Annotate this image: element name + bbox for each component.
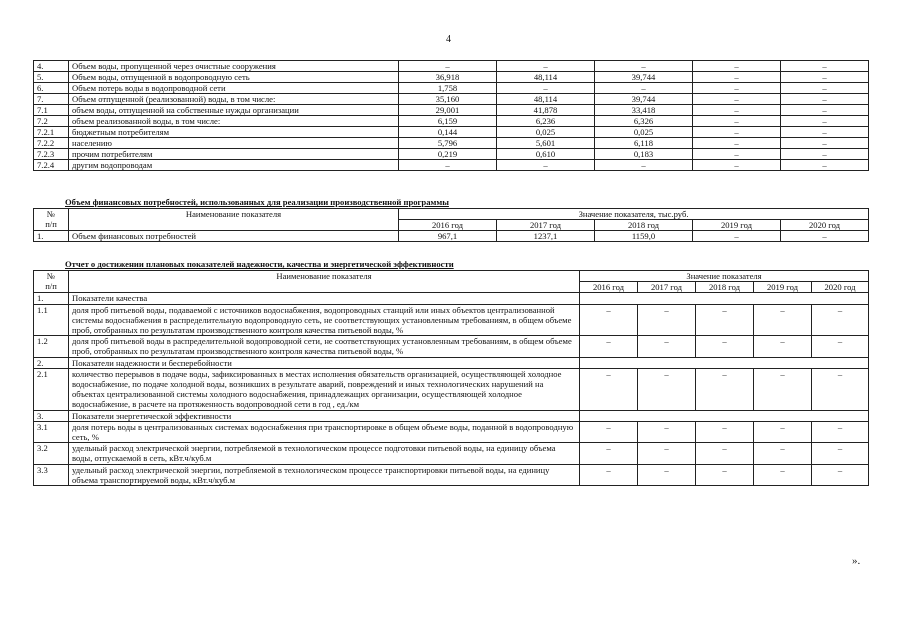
value-2020: – — [781, 72, 869, 83]
table-row — [34, 160, 869, 171]
value-2020: – — [781, 105, 869, 116]
value-2020: – — [781, 149, 869, 160]
col-header-num-line1: № — [46, 209, 56, 219]
section-number: 1. — [34, 293, 69, 304]
value-2016: 967,1 — [399, 231, 497, 242]
section-number: 3. — [34, 410, 69, 421]
value-2017: 41,878 — [497, 105, 595, 116]
indicator-value: – — [580, 443, 638, 464]
value-2018: – — [595, 61, 693, 72]
value-2020: – — [781, 160, 869, 171]
col-header-name: Наименование показателя — [69, 209, 399, 231]
value-2016: – — [399, 160, 497, 171]
indicator-value: – — [580, 336, 638, 357]
indicator-text: удельный расход электрической энергии, потребляемой в технологическом процессе транспортировки питьевой воды, на единицу объема транспортируемой воды, кВт.ч/куб.м — [69, 464, 580, 485]
value-2019: – — [693, 138, 781, 149]
section-row — [34, 410, 869, 421]
value-2019: – — [693, 83, 781, 94]
value-2017: 0,025 — [497, 127, 595, 138]
value-2019: – — [693, 94, 781, 105]
value-2017: – — [497, 83, 595, 94]
indicator-value: – — [696, 304, 754, 336]
indicator-value: – — [754, 336, 812, 357]
financial-needs-table — [33, 208, 869, 242]
col-header-num — [34, 209, 69, 231]
page-number: 4 — [446, 34, 451, 45]
year-header: 2020 год — [781, 220, 869, 231]
value-2018: 6,118 — [595, 138, 693, 149]
col-header-name: Наименование показателя — [69, 271, 580, 293]
value-2017: 48,114 — [497, 94, 595, 105]
row-number: 7.2 — [34, 116, 69, 127]
year-header: 2016 год — [580, 282, 638, 293]
indicator-number: 2.1 — [34, 368, 69, 410]
table-row — [34, 72, 869, 83]
section-row — [34, 357, 869, 368]
indicator-value: – — [638, 368, 696, 410]
indicator-value: – — [812, 336, 869, 357]
indicator-text: количество перерывов в подаче воды, зафиксированных в местах исполнения обязательств организацией, осуществляющей холодное водоснабжение, по подаче холодной воды, возникших в результате аварий, повреждений и иных технологических нарушений на объектах централизованной системы холодного водоснабжения, принадлежащих организации, осуществляющей холодное водоснабжение, в расчете на протяженность водопроводной сети в год , ед./км — [69, 368, 580, 410]
row-number: 6. — [34, 83, 69, 94]
col-header-num-line2: п/п — [45, 219, 57, 229]
table-row — [34, 149, 869, 160]
year-header: 2016 год — [399, 220, 497, 231]
year-header: 2017 год — [638, 282, 696, 293]
value-2017: – — [497, 61, 595, 72]
value-2019: – — [693, 61, 781, 72]
row-name: бюджетным потребителям — [69, 127, 399, 138]
value-2018: 33,418 — [595, 105, 693, 116]
row-number: 7. — [34, 94, 69, 105]
financial-needs-heading: Объем финансовых потребностей, использованных для реализации производственной программы — [65, 197, 449, 207]
value-2017: 6,236 — [497, 116, 595, 127]
indicator-row — [34, 421, 869, 442]
section-empty-cell — [580, 357, 869, 368]
section-row — [34, 293, 869, 304]
table-row — [34, 105, 869, 116]
value-2018: 1159,0 — [595, 231, 693, 242]
col-header-num — [34, 271, 69, 293]
value-2016: 29,001 — [399, 105, 497, 116]
table-row — [34, 116, 869, 127]
value-2020: – — [781, 231, 869, 242]
value-2020: – — [781, 61, 869, 72]
value-2016: 0,219 — [399, 149, 497, 160]
water-volume-table — [33, 60, 869, 171]
indicator-value: – — [754, 443, 812, 464]
row-name: Объем потерь воды в водопроводной сети — [69, 83, 399, 94]
row-number: 7.1 — [34, 105, 69, 116]
value-2018: 39,744 — [595, 72, 693, 83]
value-2016: – — [399, 61, 497, 72]
value-2018: – — [595, 83, 693, 94]
indicator-number: 3.3 — [34, 464, 69, 485]
col-header-value: Значение показателя — [580, 271, 869, 282]
row-number: 7.2.1 — [34, 127, 69, 138]
row-name: объем воды, отпущенной на собственные нужды организации — [69, 105, 399, 116]
value-2020: – — [781, 138, 869, 149]
row-number: 7.2.2 — [34, 138, 69, 149]
value-2019: – — [693, 116, 781, 127]
year-header: 2017 год — [497, 220, 595, 231]
indicator-value: – — [754, 421, 812, 442]
year-header: 2020 год — [812, 282, 869, 293]
indicator-text: удельный расход электрической энергии, потребляемой в технологическом процессе подготовки питьевой воды, на единицу объема воды, отпускаемой в сеть, кВт.ч/куб.м — [69, 443, 580, 464]
indicator-value: – — [638, 304, 696, 336]
row-number: 4. — [34, 61, 69, 72]
value-2019: – — [693, 127, 781, 138]
table-row — [34, 94, 869, 105]
row-name: другим водопроводам — [69, 160, 399, 171]
table-row — [34, 138, 869, 149]
indicator-number: 3.2 — [34, 443, 69, 464]
row-name: Объем финансовых потребностей — [69, 231, 399, 242]
value-2018: 6,326 — [595, 116, 693, 127]
value-2017: 0,610 — [497, 149, 595, 160]
section-title: Показатели энергетической эффективности — [69, 410, 580, 421]
indicator-row — [34, 336, 869, 357]
indicator-text: доля проб питьевой воды в распределительной водопроводной сети, не соответствующих установленным требованиям, в общем объеме проб, отобранных по результатам производственного контроля качества питьевой воды, % — [69, 336, 580, 357]
section-title: Показатели качества — [69, 293, 580, 304]
indicator-value: – — [812, 443, 869, 464]
value-2019: – — [693, 149, 781, 160]
row-name: прочим потребителям — [69, 149, 399, 160]
indicator-value: – — [580, 304, 638, 336]
indicator-value: – — [580, 421, 638, 442]
value-2019: – — [693, 72, 781, 83]
indicators-table — [33, 270, 869, 486]
row-name: объем реализованной воды, в том числе: — [69, 116, 399, 127]
indicator-value: – — [696, 443, 754, 464]
indicator-value: – — [580, 464, 638, 485]
table-row — [34, 83, 869, 94]
indicator-value: – — [812, 421, 869, 442]
row-number: 1. — [34, 231, 69, 242]
indicator-value: – — [638, 443, 696, 464]
row-name: населению — [69, 138, 399, 149]
indicator-text: доля потерь воды в централизованных системах водоснабжения при транспортировке в общем объеме воды, поданной в водопроводную сеть, % — [69, 421, 580, 442]
value-2017: – — [497, 160, 595, 171]
indicator-value: – — [696, 421, 754, 442]
table-row — [34, 61, 869, 72]
indicator-value: – — [638, 464, 696, 485]
indicator-value: – — [696, 368, 754, 410]
value-2017: 48,114 — [497, 72, 595, 83]
indicator-value: – — [754, 304, 812, 336]
indicator-value: – — [580, 368, 638, 410]
table-row — [34, 127, 869, 138]
row-name: Объем отпущенной (реализованной) воды, в том числе: — [69, 94, 399, 105]
row-name: Объем воды, отпущенной в водопроводную сеть — [69, 72, 399, 83]
value-2019: – — [693, 160, 781, 171]
indicator-row — [34, 304, 869, 336]
value-2018: 0,025 — [595, 127, 693, 138]
table-row — [34, 231, 869, 242]
value-2020: – — [781, 116, 869, 127]
row-number: 7.2.4 — [34, 160, 69, 171]
value-2020: – — [781, 94, 869, 105]
value-2018: – — [595, 160, 693, 171]
indicator-value: – — [638, 421, 696, 442]
value-2018: 39,744 — [595, 94, 693, 105]
section-title: Показатели надежности и бесперебойности — [69, 357, 580, 368]
col-header-value: Значение показателя, тыс.руб. — [399, 209, 869, 220]
row-name: Объем воды, пропущенной через очистные сооружения — [69, 61, 399, 72]
year-header: 2018 год — [696, 282, 754, 293]
indicator-value: – — [812, 464, 869, 485]
indicator-value: – — [812, 368, 869, 410]
indicator-value: – — [754, 464, 812, 485]
indicator-value: – — [696, 464, 754, 485]
indicator-value: – — [638, 336, 696, 357]
indicators-heading: Отчет о достижении плановых показателей надежности, качества и энергетической эффективности — [65, 259, 454, 269]
year-header: 2019 год — [693, 220, 781, 231]
closing-mark: ». — [852, 555, 861, 567]
section-number: 2. — [34, 357, 69, 368]
value-2016: 5,796 — [399, 138, 497, 149]
section-empty-cell — [580, 293, 869, 304]
indicator-number: 3.1 — [34, 421, 69, 442]
value-2016: 0,144 — [399, 127, 497, 138]
indicator-row — [34, 443, 869, 464]
indicator-row — [34, 368, 869, 410]
indicator-number: 1.2 — [34, 336, 69, 357]
value-2019: – — [693, 105, 781, 116]
col-header-num-line1: № — [46, 271, 56, 281]
value-2017: 1237,1 — [497, 231, 595, 242]
indicator-row — [34, 464, 869, 485]
value-2016: 6,159 — [399, 116, 497, 127]
value-2020: – — [781, 127, 869, 138]
indicator-value: – — [696, 336, 754, 357]
value-2016: 35,160 — [399, 94, 497, 105]
row-number: 5. — [34, 72, 69, 83]
value-2017: 5,601 — [497, 138, 595, 149]
indicator-number: 1.1 — [34, 304, 69, 336]
row-number: 7.2.3 — [34, 149, 69, 160]
indicator-value: – — [812, 304, 869, 336]
indicator-text: доля проб питьевой воды, подаваемой с источников водоснабжения, водопроводных станций или иных объектов централизованной системы водоснабжения в распределительную водопроводную сеть, не соответствующих установленным требованиям, в общем объеме проб, отобранных по результатам производственного контроля качества питьевой воды, % — [69, 304, 580, 336]
value-2018: 0,183 — [595, 149, 693, 160]
value-2016: 1,758 — [399, 83, 497, 94]
year-header: 2018 год — [595, 220, 693, 231]
year-header: 2019 год — [754, 282, 812, 293]
section-empty-cell — [580, 410, 869, 421]
indicator-value: – — [754, 368, 812, 410]
col-header-num-line2: п/п — [45, 281, 57, 292]
value-2016: 36,918 — [399, 72, 497, 83]
value-2019: – — [693, 231, 781, 242]
value-2020: – — [781, 83, 869, 94]
